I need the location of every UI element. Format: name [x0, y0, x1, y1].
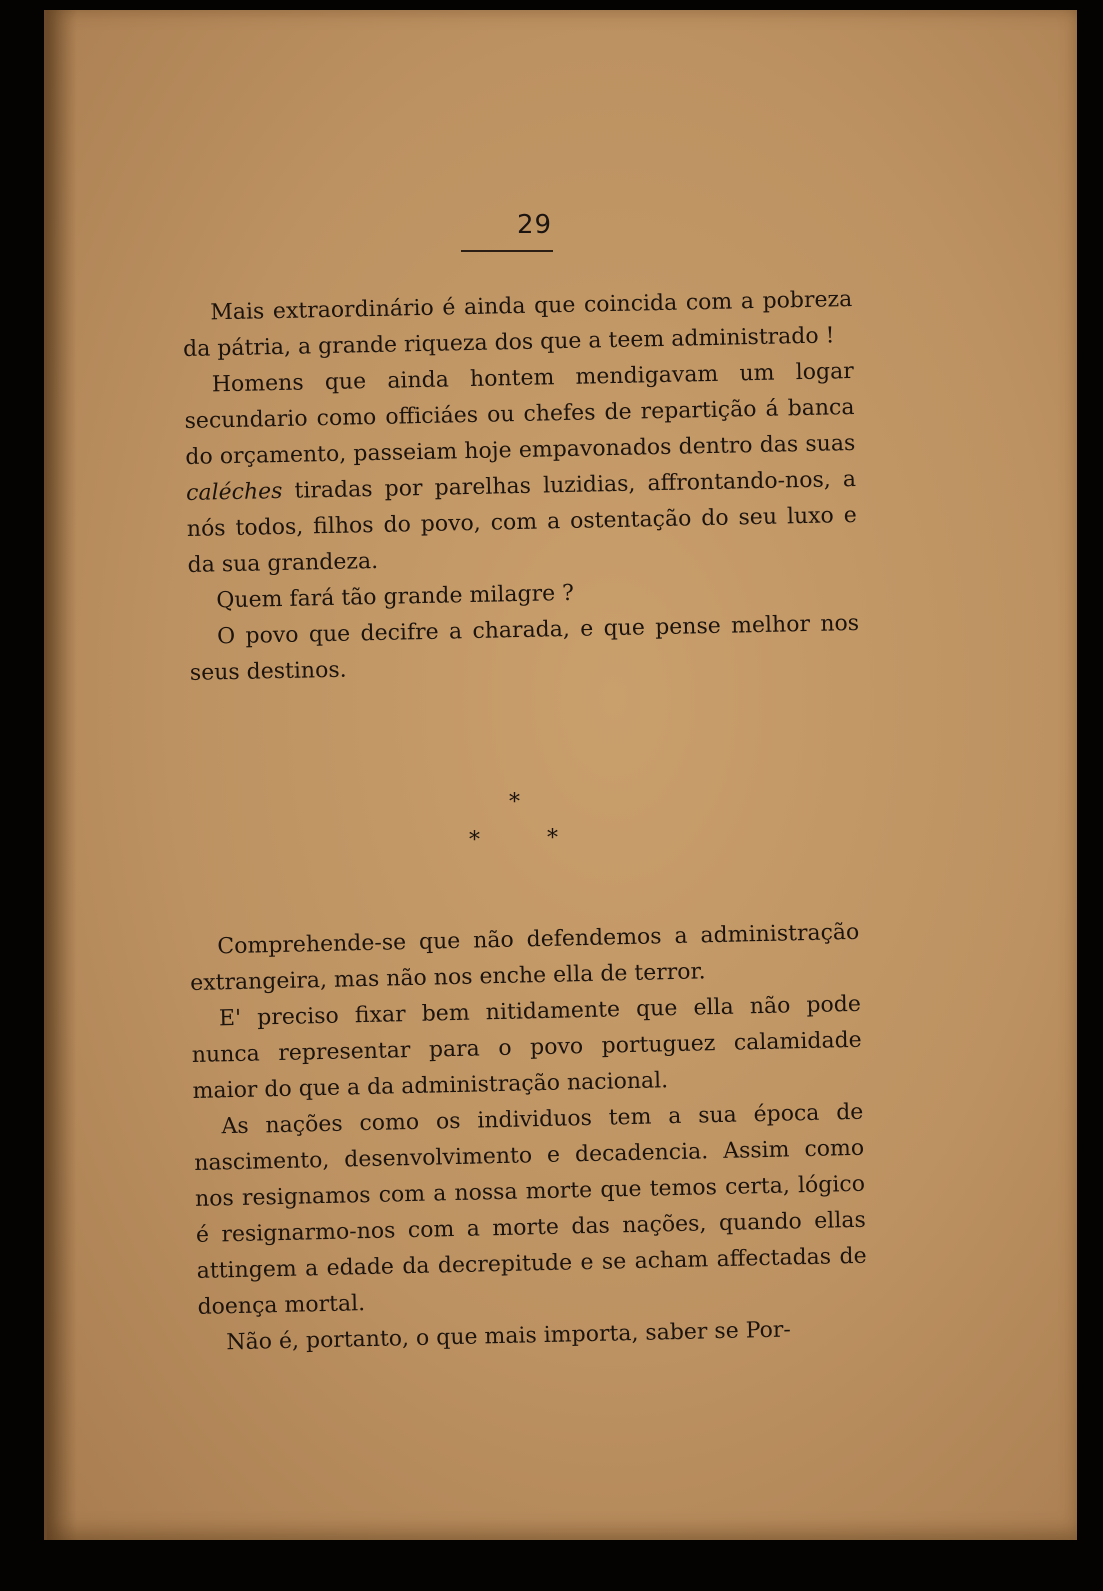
paragraph: Mais extraordinário é ainda que coincida com a pobreza da pátria, a grande riqueza dos que a teem administrado !	[182, 286, 853, 362]
paragraph: As nações como os individuos tem a sua época de nascimento, desenvolvimento e decadencia. Assim como nos resignamos com a nossa morte que temos certa, lógico é resignarmo-nos com a morte das nações, quando ellas attingem a edade da decrepitude e se acham affectadas de doença mortal.	[194, 1099, 867, 1320]
gutter-shadow	[47, 10, 77, 1540]
book-page	[44, 10, 1077, 1540]
asterisk: *	[547, 826, 558, 851]
paragraph-text: Homens que ainda hontem mendigavam um logar secundario como officiáes ou chefes de repartição á banca do orçamento, passeiam hoje empavonados dentro das suas	[184, 358, 856, 470]
paragraph: Comprehende-se que não defendemos a administração extrangeira, mas não nos enche ella de terror.	[189, 919, 860, 996]
paragraph-text: tiradas por parelhas luzidias, affrontando-nos, a nós todos, filhos do povo, com a ostentação do seu luxo e da sua grandeza.	[186, 466, 858, 578]
paragraph: E' preciso fixar bem nitidamente que ella não pode nunca representar para o povo portuguez calamidade maior do que a da administração nacional.	[191, 991, 862, 1104]
page-number: 29	[517, 210, 553, 240]
header-rule	[461, 250, 553, 252]
italic-word: caléches	[185, 478, 283, 506]
text-block-upper	[182, 282, 860, 692]
asterisk: *	[509, 790, 520, 815]
section-separator	[447, 790, 587, 860]
paragraph: Não é, portanto, o que mais importa, saber se Por-	[226, 1317, 792, 1356]
paragraph: O povo que decifre a charada, e que pense melhor nos seus destinos.	[189, 610, 860, 686]
paragraph	[184, 354, 858, 584]
asterisk: *	[469, 828, 480, 853]
text-block-lower	[189, 915, 869, 1362]
paragraph: Quem fará tão grande milagre ?	[216, 580, 575, 614]
